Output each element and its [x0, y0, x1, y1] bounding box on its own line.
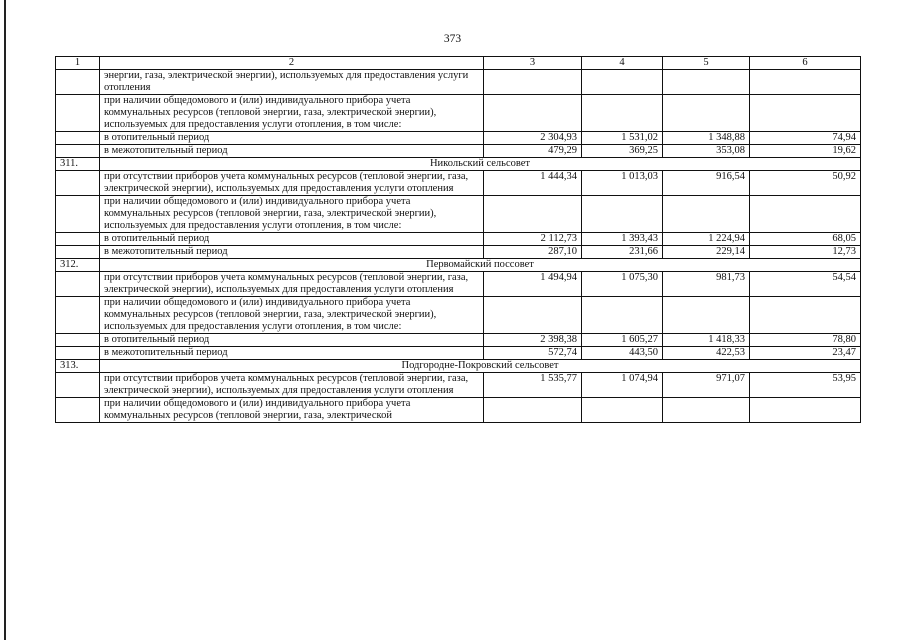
row-description: в отопительный период: [100, 233, 484, 246]
page-edge-line: [4, 0, 6, 640]
value-col-3: 479,29: [484, 145, 582, 158]
value-col-4: [582, 196, 663, 233]
value-col-3: 1 494,94: [484, 272, 582, 297]
table-row: [56, 196, 861, 233]
row-description: при отсутствии приборов учета коммунальных ресурсов (тепловой энергии, газа, электрической энергии), используемых для предоставления услуги отопления: [100, 272, 484, 297]
row-number: [56, 171, 100, 196]
table-row: [56, 246, 861, 259]
row-number: [56, 145, 100, 158]
value-col-6: [750, 297, 861, 334]
value-col-5: 916,54: [663, 171, 750, 196]
column-header: 3: [484, 57, 582, 70]
table-row: [56, 398, 861, 423]
value-col-4: 369,25: [582, 145, 663, 158]
value-col-5: [663, 297, 750, 334]
row-number: [56, 297, 100, 334]
value-col-4: 1 013,03: [582, 171, 663, 196]
row-number: [56, 95, 100, 132]
value-col-6: 78,80: [750, 334, 861, 347]
value-col-6: [750, 196, 861, 233]
value-col-6: [750, 398, 861, 423]
page-number: 373: [443, 33, 462, 45]
value-col-3: 2 304,93: [484, 132, 582, 145]
table-row: [56, 145, 861, 158]
value-col-3: 1 535,77: [484, 373, 582, 398]
header-row: [56, 57, 861, 70]
section-title: Подгородне-Покровский сельсовет: [100, 360, 861, 373]
column-header: 1: [56, 57, 100, 70]
row-description: энергии, газа, электрической энергии), используемых для предоставления услуги отопления: [100, 70, 484, 95]
value-col-6: 23,47: [750, 347, 861, 360]
table-row: [56, 132, 861, 145]
section-row: [56, 158, 861, 171]
row-number: [56, 246, 100, 259]
row-description: при наличии общедомового и (или) индивидуального прибора учета коммунальных ресурсов (тепловой энергии, газа, электрической энергии), используемых для предоставления услуги отопления, в том числе:: [100, 297, 484, 334]
row-description: в отопительный период: [100, 132, 484, 145]
row-number: 312.: [56, 259, 100, 272]
column-header: 2: [100, 57, 484, 70]
value-col-5: 1 348,88: [663, 132, 750, 145]
value-col-4: [582, 70, 663, 95]
section-row: [56, 259, 861, 272]
table-row: [56, 272, 861, 297]
value-col-5: 971,07: [663, 373, 750, 398]
section-row: [56, 360, 861, 373]
row-description: при наличии общедомового и (или) индивидуального прибора учета коммунальных ресурсов (тепловой энергии, газа, электрической энергии), используемых для предоставления услуги отопления, в том числе:: [100, 196, 484, 233]
table-row: [56, 373, 861, 398]
value-col-3: [484, 297, 582, 334]
row-description: при наличии общедомового и (или) индивидуального прибора учета коммунальных ресурсов (тепловой энергии, газа, электрической: [100, 398, 484, 423]
value-col-6: 50,92: [750, 171, 861, 196]
value-col-5: [663, 398, 750, 423]
value-col-4: 231,66: [582, 246, 663, 259]
value-col-4: 1 393,43: [582, 233, 663, 246]
value-col-4: [582, 398, 663, 423]
value-col-3: 572,74: [484, 347, 582, 360]
row-number: [56, 70, 100, 95]
table-row: [56, 70, 861, 95]
value-col-6: [750, 95, 861, 132]
row-description: в межотопительный период: [100, 246, 484, 259]
value-col-6: 74,94: [750, 132, 861, 145]
section-title: Первомайский поссовет: [100, 259, 861, 272]
row-number: [56, 233, 100, 246]
row-number: [56, 347, 100, 360]
table-row: [56, 334, 861, 347]
value-col-4: 1 075,30: [582, 272, 663, 297]
table-row: [56, 171, 861, 196]
table-row: [56, 233, 861, 246]
value-col-3: [484, 398, 582, 423]
value-col-5: 422,53: [663, 347, 750, 360]
section-title: Никольский сельсовет: [100, 158, 861, 171]
value-col-6: 53,95: [750, 373, 861, 398]
row-description: при отсутствии приборов учета коммунальных ресурсов (тепловой энергии, газа, электрической энергии), используемых для предоставления услуги отопления: [100, 171, 484, 196]
table-row: [56, 347, 861, 360]
value-col-5: 981,73: [663, 272, 750, 297]
value-col-3: [484, 70, 582, 95]
value-col-4: 1 605,27: [582, 334, 663, 347]
column-header: 6: [750, 57, 861, 70]
row-number: [56, 373, 100, 398]
value-col-6: 54,54: [750, 272, 861, 297]
value-col-3: 1 444,34: [484, 171, 582, 196]
value-col-5: 1 224,94: [663, 233, 750, 246]
value-col-6: 68,05: [750, 233, 861, 246]
value-col-3: 2 398,38: [484, 334, 582, 347]
value-col-4: 1 531,02: [582, 132, 663, 145]
value-col-4: 1 074,94: [582, 373, 663, 398]
row-number: [56, 132, 100, 145]
value-col-4: [582, 297, 663, 334]
value-col-5: 229,14: [663, 246, 750, 259]
table-row: [56, 95, 861, 132]
value-col-4: [582, 95, 663, 132]
value-col-3: [484, 196, 582, 233]
value-col-4: 443,50: [582, 347, 663, 360]
tariff-table: [55, 56, 861, 423]
row-number: [56, 398, 100, 423]
value-col-6: 19,62: [750, 145, 861, 158]
value-col-5: [663, 70, 750, 95]
row-description: в межотопительный период: [100, 347, 484, 360]
row-number: 313.: [56, 360, 100, 373]
value-col-3: 2 112,73: [484, 233, 582, 246]
table-row: [56, 297, 861, 334]
row-number: [56, 196, 100, 233]
value-col-5: [663, 196, 750, 233]
row-number: 311.: [56, 158, 100, 171]
row-description: при отсутствии приборов учета коммунальных ресурсов (тепловой энергии, газа, электрической энергии), используемых для предоставления услуги отопления: [100, 373, 484, 398]
row-number: [56, 334, 100, 347]
column-header: 5: [663, 57, 750, 70]
column-header: 4: [582, 57, 663, 70]
value-col-3: [484, 95, 582, 132]
row-description: при наличии общедомового и (или) индивидуального прибора учета коммунальных ресурсов (тепловой энергии, газа, электрической энергии), используемых для предоставления услуги отопления, в том числе:: [100, 95, 484, 132]
value-col-6: 12,73: [750, 246, 861, 259]
value-col-5: [663, 95, 750, 132]
row-description: в межотопительный период: [100, 145, 484, 158]
value-col-6: [750, 70, 861, 95]
value-col-5: 353,08: [663, 145, 750, 158]
value-col-3: 287,10: [484, 246, 582, 259]
row-description: в отопительный период: [100, 334, 484, 347]
value-col-5: 1 418,33: [663, 334, 750, 347]
row-number: [56, 272, 100, 297]
